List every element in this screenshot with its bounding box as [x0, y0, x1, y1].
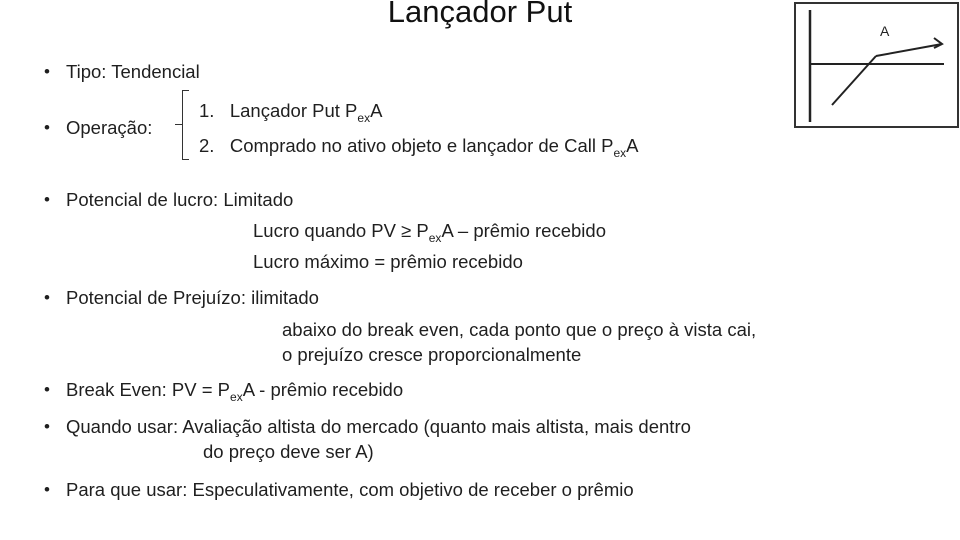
bullet-icon: •: [44, 480, 50, 499]
lucro-heading: Potencial de lucro: Limitado: [66, 189, 294, 210]
bullet-icon: •: [44, 190, 50, 209]
tipo-line: Tipo: Tendencial: [66, 61, 200, 82]
lucro-line-1: Lucro quando PV ≥ $P_{ex}A$ – prêmio recebido: [253, 220, 606, 245]
curly-brace: [182, 90, 191, 160]
prejuizo-line-2: o prejuízo cresce proporcionalmente: [282, 344, 582, 365]
quando-line-1: Quando usar: Avaliação altista do mercado (quanto mais altista, mais dentro: [66, 416, 691, 437]
payoff-diagram: [792, 0, 960, 130]
bullet-icon: •: [44, 62, 50, 81]
curly-brace-tip: [175, 124, 183, 125]
operacao-item-2: 2. Comprado no ativo objeto e lançador de Call $P_{ex}A$: [199, 135, 639, 160]
item-number: 1.: [199, 100, 215, 121]
break-even-line: Break Even: PV = $P_{ex}A$ - prêmio recebido: [66, 379, 404, 404]
arrow-head-icon: [934, 38, 942, 48]
bullet-icon: •: [44, 380, 50, 399]
bullet-icon: •: [44, 118, 50, 137]
prejuizo-line-1: abaixo do break even, cada ponto que o preço à vista cai,: [282, 319, 757, 340]
bullet-icon: •: [44, 417, 50, 436]
item-number: 2.: [199, 135, 215, 156]
operacao-item-1: 1. Lançador Put $P_{ex}A$: [199, 100, 383, 125]
operacao-label: Operação:: [66, 117, 153, 138]
slide-title: Lançador Put: [387, 0, 573, 29]
prejuizo-heading: Potencial de Prejuízo: ilimitado: [66, 287, 319, 308]
lucro-line-2: Lucro máximo = prêmio recebido: [253, 251, 523, 272]
payoff-flat-line: [876, 44, 942, 56]
bullet-icon: •: [44, 288, 50, 307]
quando-line-2: do preço deve ser A): [203, 441, 374, 462]
para-que-line: Para que usar: Especulativamente, com objetivo de receber o prêmio: [66, 479, 634, 500]
diagram-label-a: A: [880, 23, 890, 39]
